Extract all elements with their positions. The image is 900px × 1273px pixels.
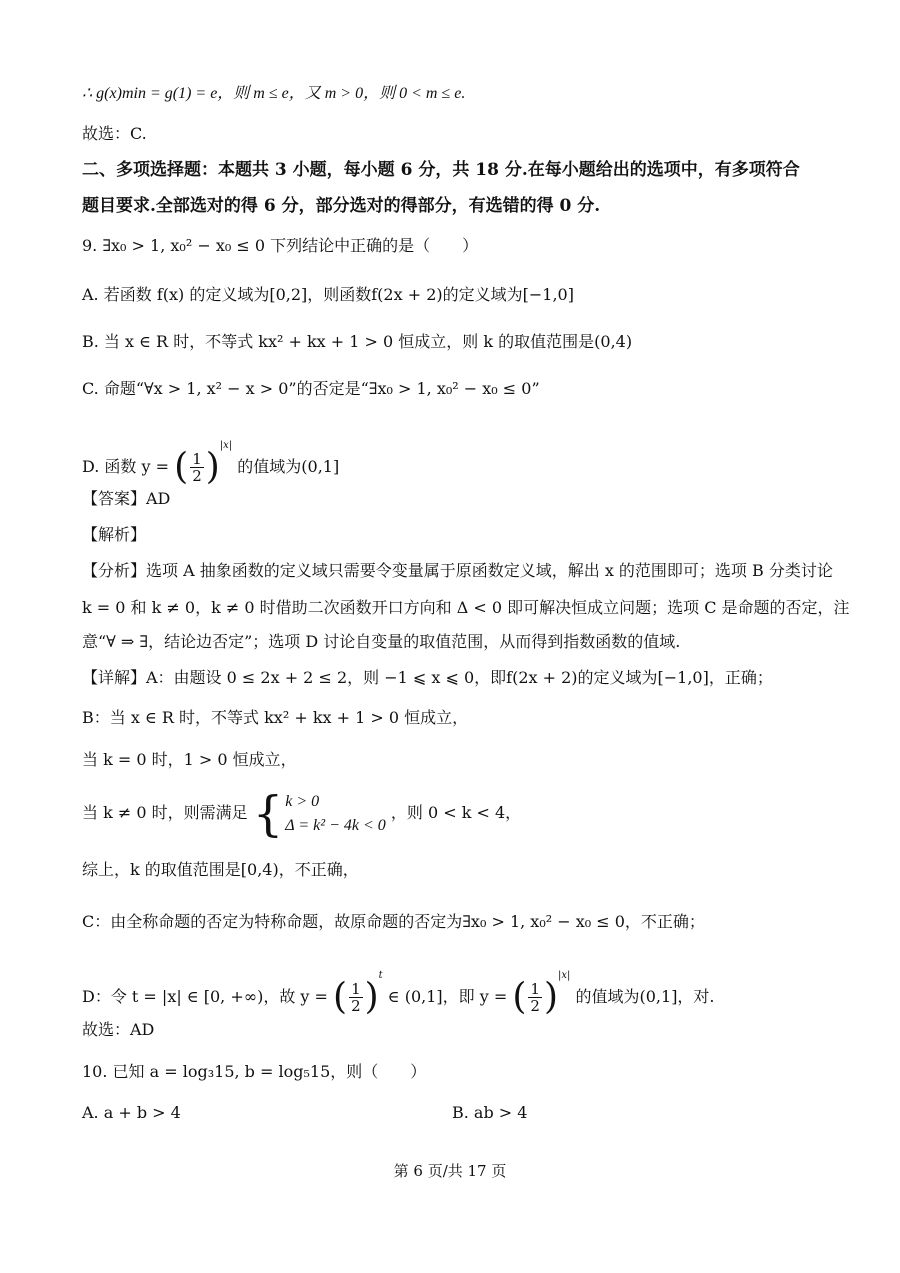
conclusion-line: ∴ g(x)min = g(1) = e，则 m ≤ e，又 m > 0，则 0 < m ≤ e. — [82, 85, 466, 102]
question-10: 10. 已知 a = log₃15, b = log₅15，则（ ） — [82, 1062, 427, 1081]
section-heading: 二、多项选择题：本题共 3 小题，每小题 6 分，共 18 分.在每小题给出的选项中，有多项符合 — [82, 160, 800, 180]
analysis-line-2: k = 0 和 k ≠ 0，k ≠ 0 时借助二次函数开口方向和 Δ < 0 即可解决恒成立问题；选项 C 是命题的否定，注 — [82, 598, 850, 617]
choice-line: 故选：C. — [82, 124, 147, 143]
detail-line-4 — [82, 786, 822, 840]
detail-line-1: 【详解】A：由题设 0 ≤ 2x + 2 ≤ 2，则 −1 ⩽ x ⩽ 0，即f(2x + 2)的定义域为[−1,0]，正确； — [82, 668, 773, 687]
question-9: 9. ∃x₀ > 1, x₀² − x₀ ≤ 0 下列结论中正确的是（ ） — [82, 236, 479, 255]
detail-line-3: 当 k = 0 时，1 > 0 恒成立， — [82, 750, 297, 769]
option-c: C. 命题“∀x > 1, x² − x > 0”的否定是“∃x₀ > 1, x₀² − x₀ ≤ 0” — [82, 379, 540, 398]
page-footer: 第 6 页/共 17 页 — [393, 1162, 507, 1180]
option-a: A. 若函数 f(x) 的定义域为[0,2]，则函数f(2x + 2)的定义域为[−1,0] — [82, 285, 574, 304]
detail-line-6: C：由全称命题的否定为特称命题，故原命题的否定为∃x₀ > 1, x₀² − x₀ ≤ 0，不正确； — [82, 912, 705, 931]
q10-option-b: B. ab > 4 — [452, 1103, 528, 1122]
analysis-line-3: 意“∀ ⇒ ∃，结论边否定”；选项 D 讨论自变量的取值范围，从而得到指数函数的值域. — [82, 632, 681, 651]
inequality-system: { k > 0 Δ = k² − 4k < 0 — [252, 785, 386, 842]
section-heading-cont: 题目要求.全部选对的得 6 分，部分选对的得部分，有选错的得 0 分. — [82, 196, 601, 216]
final-choice-line: 故选：AD — [82, 1020, 155, 1039]
detail-line-7: D：令 t = |x| ∈ [0, +∞)，故 y = ( $\frac{1}{2}$ )$^t$ ∈ (0,1]，即 y = ( $\frac{1}{2}$ )$^{|x|}$ 的值域为(0,1]，对. — [82, 970, 715, 1018]
detail-line-4-suffix: ，则 0 < k < 4， — [390, 803, 522, 822]
analysis-line-1: 【分析】选项 A 抽象函数的定义域只需要令变量属于原函数定义域，解出 x 的范围即可；选项 B 分类讨论 — [82, 561, 833, 580]
system-row-2: Δ = k² − 4k < 0 — [285, 816, 386, 834]
analysis-heading: 【解析】 — [82, 525, 147, 544]
answer-line: 【答案】AD — [82, 489, 171, 508]
detail-line-2: B：当 x ∈ R 时，不等式 kx² + kx + 1 > 0 恒成立， — [82, 708, 469, 727]
detail-line-5: 综上，k 的取值范围是[0,4)，不正确， — [82, 860, 359, 879]
option-d-suffix: 的值域为(0,1] — [237, 457, 340, 476]
q10-option-a: A. a + b > 4 — [82, 1103, 181, 1122]
option-d-prefix: D. 函数 y = — [82, 457, 170, 476]
option-b: B. 当 x ∈ R 时，不等式 kx² + kx + 1 > 0 恒成立，则 k 的取值范围是(0,4) — [82, 332, 633, 351]
exponent: |x| — [219, 440, 233, 451]
fraction-half: $\frac{1}{2}$ — [192, 450, 202, 485]
detail-line-4-prefix: 当 k ≠ 0 时，则需满足 — [82, 803, 248, 822]
system-row-1: k > 0 — [285, 792, 320, 810]
option-d: D. 函数 y = ( $\frac{1}{2}$ )$^{|x|}$ 的值域为(0,1] — [82, 440, 340, 488]
